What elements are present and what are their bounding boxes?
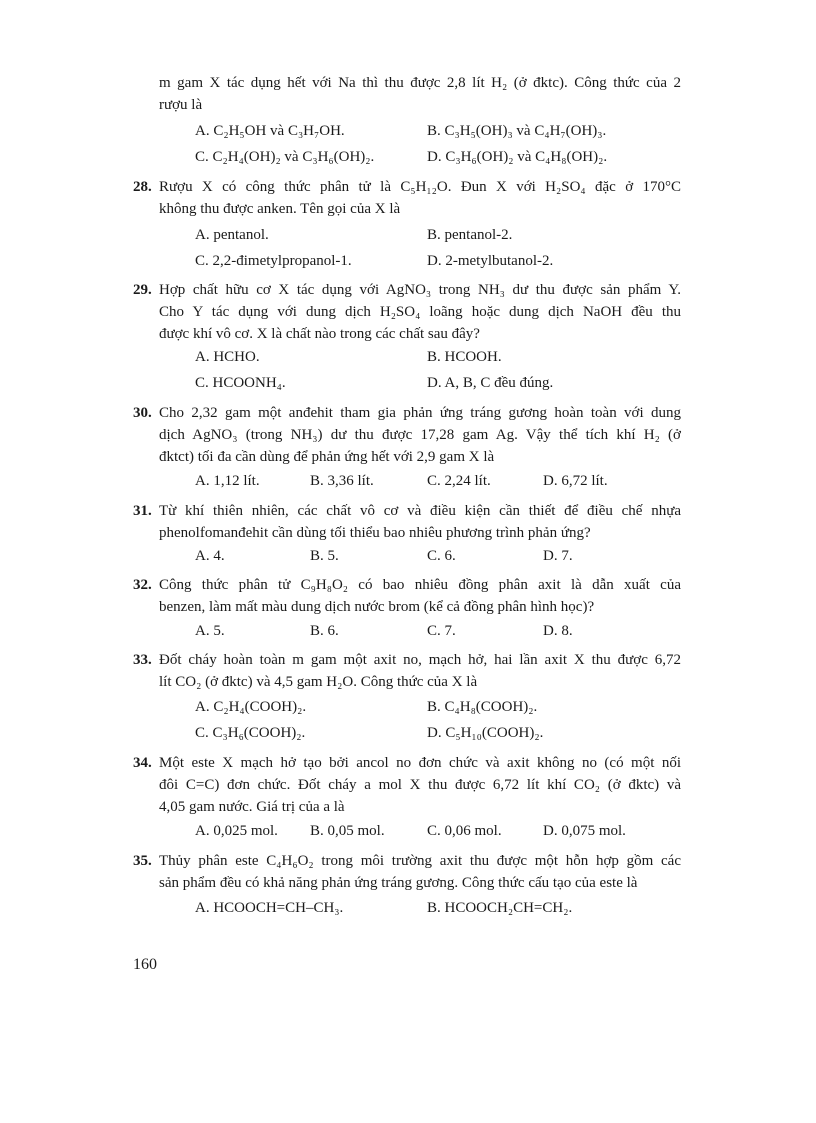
intro-option-a: A. C₂H₅OH và C₃H₇OH. <box>195 123 345 139</box>
question-33-option-a: A. C₂H₄(COOH)₂. <box>195 699 307 715</box>
question-30-line-1: Cho 2,32 gam một anđehit tham gia phản ứng tráng gương hoàn toàn với dung <box>159 405 681 421</box>
question-29-option-c: C. HCOONH₄. <box>195 375 286 391</box>
question-31-option-c: C. 6. <box>427 548 456 564</box>
question-30-option-b: B. 3,36 lít. <box>310 473 374 489</box>
question-35-line-2: sản phẩm đều có khả năng phản ứng tráng gương. Công thức cấu tạo của este là <box>159 875 638 891</box>
question-29-line-2: Cho Y tác dụng với dung dịch H₂SO₄ loãng hoặc dung dịch NaOH đều thu <box>159 304 681 320</box>
question-35-option-b: B. HCOOCH₂CH=CH₂. <box>427 900 573 916</box>
question-34-line-3: 4,05 gam nước. Giá trị của a là <box>159 799 345 815</box>
question-30-line-3: đktct) tối đa cần dùng để phản ứng hết với 2,9 gam X là <box>159 449 495 465</box>
question-34-option-b: B. 0,05 mol. <box>310 823 385 839</box>
question-33-number: 33. <box>133 652 152 668</box>
question-32-option-c: C. 7. <box>427 623 456 639</box>
question-31-option-b: B. 5. <box>310 548 339 564</box>
question-33-option-b: B. C₄H₈(COOH)₂. <box>427 699 538 715</box>
question-29-option-d: D. A, B, C đều đúng. <box>427 375 554 391</box>
question-28-option-d: D. 2-metylbutanol-2. <box>427 253 554 269</box>
question-33-line-2: lít CO₂ (ở đktc) và 4,5 gam H₂O. Công thức của X là <box>159 674 478 690</box>
question-34-option-d: D. 0,075 mol. <box>543 823 626 839</box>
question-28-option-c: C. 2,2-đimetylpropanol-1. <box>195 253 352 269</box>
question-28-option-a: A. pentanol. <box>195 227 269 243</box>
question-32-option-d: D. 8. <box>543 623 573 639</box>
question-30-option-a: A. 1,12 lít. <box>195 473 260 489</box>
question-29-option-b: B. HCOOH. <box>427 349 502 365</box>
intro-option-b: B. C₃H₅(OH)₃ và C₄H₇(OH)₃. <box>427 123 607 139</box>
question-29-line-1: Hợp chất hữu cơ X tác dụng với AgNO₃ trong NH₃ dư thu được sản phẩm Y. <box>159 282 681 298</box>
intro-option-c: C. C₂H₄(OH)₂ và C₃H₆(OH)₂. <box>195 149 375 165</box>
question-32-number: 32. <box>133 577 152 593</box>
question-35-number: 35. <box>133 853 152 869</box>
question-35-line-1: Thủy phân este C₄H₆O₂ trong môi trường axit thu được một hỗn hợp gồm các <box>159 853 681 869</box>
page-number: 160 <box>133 956 157 973</box>
question-34-line-1: Một este X mạch hở tạo bởi ancol no đơn chức và axit không no (có một nối <box>159 755 681 771</box>
question-34-line-2: đôi C=C) đơn chức. Đốt cháy a mol X thu được 6,72 lít khí CO₂ (ở đktc) và <box>159 777 681 793</box>
question-31-option-d: D. 7. <box>543 548 573 564</box>
question-30-option-c: C. 2,24 lít. <box>427 473 491 489</box>
question-33-line-1: Đốt cháy hoàn toàn m gam một axit no, mạch hở, hai lần axit X thu được 6,72 <box>159 652 681 668</box>
question-28-line-2: không thu được anken. Tên gọi của X là <box>159 201 401 217</box>
question-32-option-a: A. 5. <box>195 623 225 639</box>
question-29-line-3: được khí vô cơ. X là chất nào trong các chất sau đây? <box>159 326 480 342</box>
question-31-number: 31. <box>133 503 152 519</box>
intro-line-1: m gam X tác dụng hết với Na thì thu được 2,8 lít H₂ (ở đktc). Công thức của 2 <box>159 75 681 91</box>
question-35-option-a: A. HCOOCH=CH–CH₃. <box>195 900 344 916</box>
question-31-line-2: phenolfomanđehit cần dùng tối thiểu bao nhiêu phương trình phản ứng? <box>159 525 591 541</box>
question-34-option-c: C. 0,06 mol. <box>427 823 502 839</box>
question-31-line-1: Từ khí thiên nhiên, các chất vô cơ và điều kiện cần thiết để điều chế nhựa <box>159 503 681 519</box>
intro-option-d: D. C₃H₆(OH)₂ và C₄H₈(OH)₂. <box>427 149 608 165</box>
intro-line-2: rượu là <box>159 97 203 113</box>
question-28-number: 28. <box>133 179 152 195</box>
question-30-line-2: dịch AgNO₃ (trong NH₃) dư thu được 17,28 gam Ag. Vậy thể tích khí H₂ (ở <box>159 427 681 443</box>
question-31-option-a: A. 4. <box>195 548 225 564</box>
question-30-number: 30. <box>133 405 152 421</box>
question-29-number: 29. <box>133 282 152 298</box>
question-32-line-2: benzen, làm mất màu dung dịch nước brom (kể cả đồng phân hình học)? <box>159 599 595 615</box>
question-30-option-d: D. 6,72 lít. <box>543 473 608 489</box>
question-34-number: 34. <box>133 755 152 771</box>
question-32-option-b: B. 6. <box>310 623 339 639</box>
question-28-line-1: Rượu X có công thức phân tử là C₅H₁₂O. Đun X với H₂SO₄ đặc ở 170°C <box>159 179 681 195</box>
question-29-option-a: A. HCHO. <box>195 349 260 365</box>
question-33-option-c: C. C₃H₆(COOH)₂. <box>195 725 306 741</box>
question-33-option-d: D. C₅H₁₀(COOH)₂. <box>427 725 544 741</box>
question-28-option-b: B. pentanol-2. <box>427 227 513 243</box>
question-32-line-1: Công thức phân tử C₉H₈O₂ có bao nhiêu đồng phân axit là dẫn xuất của <box>159 577 681 593</box>
question-34-option-a: A. 0,025 mol. <box>195 823 278 839</box>
